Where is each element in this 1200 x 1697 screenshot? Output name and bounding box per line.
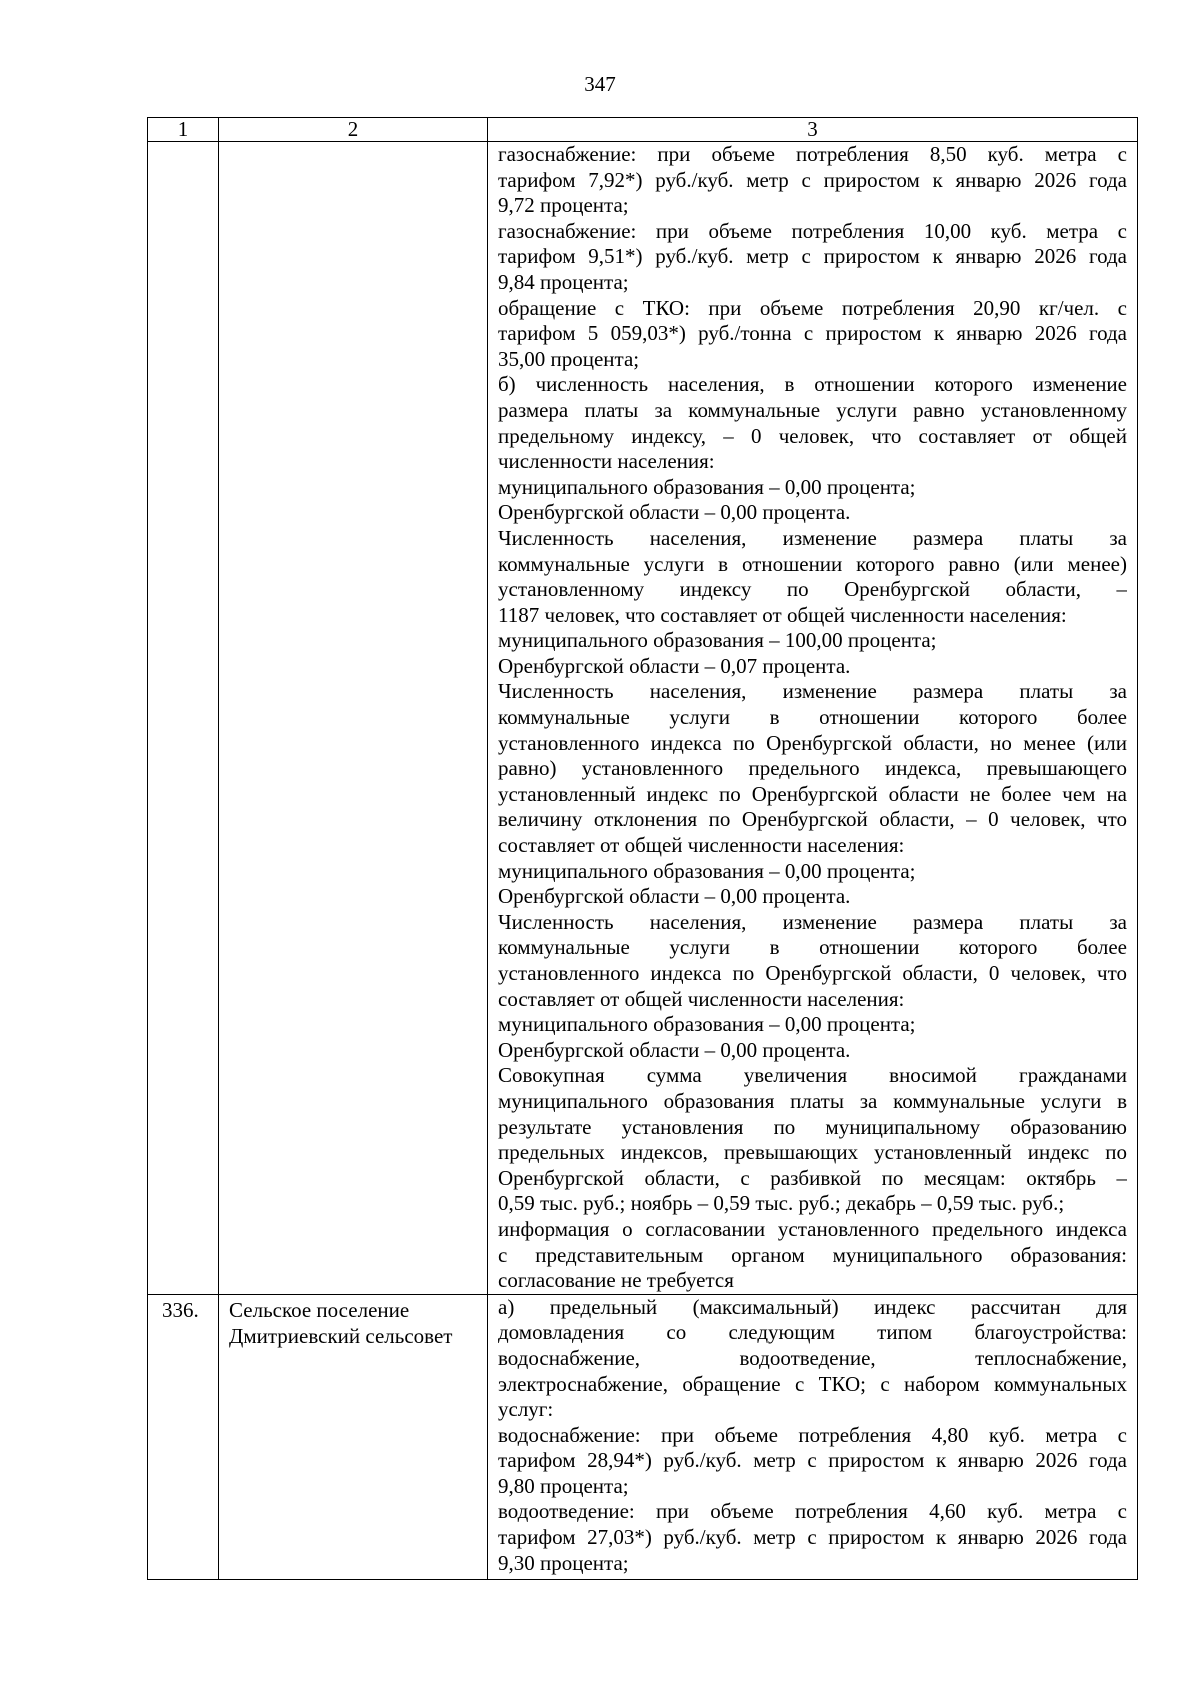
text-line: равно) установленного предельного индекса, превышающего — [498, 756, 1127, 781]
text-line: водоснабжение: при объеме потребления 4,80 куб. метра с — [498, 1422, 1127, 1447]
text-line: муниципального образования – 0,00 процента; — [498, 1012, 916, 1037]
text-line: с представительным органом муниципального образования: — [498, 1242, 1127, 1267]
text-line: тарифом 28,94*) руб./куб. метр с приростом к январю 2026 года — [498, 1448, 1127, 1473]
text-line: Численность населения, изменение размера платы за — [498, 909, 1127, 934]
text-line: информация о согласовании установленного предельного индекса — [498, 1216, 1127, 1241]
text-line: установленного индекса по Оренбургской области, 0 человек, что — [498, 961, 1127, 985]
column-header-1: 1 — [148, 118, 219, 142]
text-line: результате установления по муниципальному образованию — [498, 1114, 1127, 1139]
page-number: 347 — [584, 72, 616, 96]
text-line: коммунальные услуги в отношении которого равно (или менее) — [498, 551, 1127, 576]
text-line: составляет от общей численности населения: — [498, 833, 905, 858]
text-line: муниципального образования – 0,00 процента; — [498, 474, 916, 499]
row-number-cell — [148, 142, 219, 1295]
text-line: муниципального образования – 0,00 процента; — [498, 858, 916, 883]
text-line: обращение с ТКО: при объеме потребления 20,90 кг/чел. с — [498, 295, 1127, 320]
document-table — [147, 117, 1138, 1580]
text-line: 35,00 процента; — [498, 346, 640, 371]
text-line: 9,84 процента; — [498, 269, 629, 294]
table-header-row — [148, 118, 1138, 142]
text-line: газоснабжение: при объеме потребления 10,00 куб. метра с — [498, 218, 1127, 243]
text-line: численности населения: — [498, 449, 715, 474]
text-line: тарифом 27,03*) руб./куб. метр с приростом к январю 2026 года — [498, 1525, 1127, 1550]
text-line: величину отклонения по Оренбургской области, – 0 человек, что — [498, 807, 1127, 832]
text-line: Оренбургской области – 0,07 процента. — [498, 653, 851, 678]
municipality-name-line: Сельское поселение — [229, 1297, 410, 1322]
column-header-2: 2 — [219, 118, 488, 142]
text-line: водоотведение: при объеме потребления 4,60 куб. метра с — [498, 1499, 1127, 1524]
text-line: Оренбургской области – 0,00 процента. — [498, 1037, 851, 1062]
text-line: коммунальные услуги в отношении которого более — [498, 935, 1127, 960]
text-line: установленный индекс по Оренбургской области не более чем на — [498, 781, 1127, 806]
text-line: согласование не требуется — [498, 1268, 734, 1293]
text-line: тарифом 5 059,03*) руб./тонна с приростом к январю 2026 года — [498, 321, 1127, 346]
index-description-cell — [488, 142, 1138, 1295]
text-line: б) численность населения, в отношении которого изменение — [498, 372, 1127, 397]
municipality-name-cell — [219, 1294, 488, 1579]
text-line: домовладения со следующим типом благоустройства: — [498, 1320, 1127, 1345]
text-line: составляет от общей численности населения: — [498, 986, 905, 1011]
text-line: размера платы за коммунальные услуги равно установленному — [498, 397, 1127, 422]
text-line: Оренбургской области – 0,00 процента. — [498, 884, 851, 909]
text-line: а) предельный (максимальный) индекс рассчитан для — [498, 1294, 1127, 1319]
text-line: тарифом 7,92*) руб./куб. метр с приростом к январю 2026 года — [498, 167, 1127, 192]
index-description-cell — [488, 1294, 1138, 1579]
text-line: предельных индексов, превышающих установленный индекс по — [498, 1140, 1127, 1165]
municipality-name-line: Дмитриевский сельсовет — [229, 1323, 453, 1348]
text-line: 1187 человек, что составляет от общей численности населения: — [498, 602, 1067, 627]
text-line: коммунальные услуги в отношении которого более — [498, 705, 1127, 730]
text-line: муниципального образования – 100,00 процента; — [498, 628, 937, 653]
table-row — [148, 142, 1138, 1295]
text-line: 9,30 процента; — [498, 1550, 629, 1575]
text-line: водоснабжение, водоотведение, теплоснабжение, — [498, 1345, 1127, 1370]
text-line: муниципального образования платы за коммунальные услуги в — [498, 1088, 1127, 1113]
text-line: электроснабжение, обращение с ТКО; с набором коммунальных — [498, 1371, 1127, 1396]
text-line: 0,59 тыс. руб.; ноябрь – 0,59 тыс. руб.; декабрь – 0,59 тыс. руб.; — [498, 1191, 1065, 1216]
text-line: Совокупная сумма увеличения вносимой гражданами — [498, 1063, 1127, 1088]
text-line: газоснабжение: при объеме потребления 8,50 куб. метра с — [498, 142, 1127, 166]
text-line: 9,80 процента; — [498, 1473, 629, 1498]
text-line: предельному индексу, – 0 человек, что составляет от общей — [498, 423, 1127, 448]
text-line: тарифом 9,51*) руб./куб. метр с приростом к январю 2026 года — [498, 244, 1127, 269]
text-line: Оренбургской области – 0,00 процента. — [498, 500, 851, 525]
text-line: Оренбургской области, с разбивкой по месяцам: октябрь – — [498, 1165, 1127, 1190]
text-line: установленному индексу по Оренбургской области, – — [498, 577, 1127, 602]
municipality-name-cell — [219, 142, 488, 1295]
row-number-cell: 336. — [148, 1294, 219, 1579]
column-header-3: 3 — [488, 118, 1138, 142]
text-line: 9,72 процента; — [498, 193, 629, 218]
text-line: Численность населения, изменение размера платы за — [498, 525, 1127, 550]
text-line: услуг: — [498, 1397, 554, 1422]
table-row — [148, 1294, 1138, 1579]
text-line: установленного индекса по Оренбургской области, но менее (или — [498, 730, 1127, 755]
text-line: Численность населения, изменение размера платы за — [498, 679, 1127, 704]
